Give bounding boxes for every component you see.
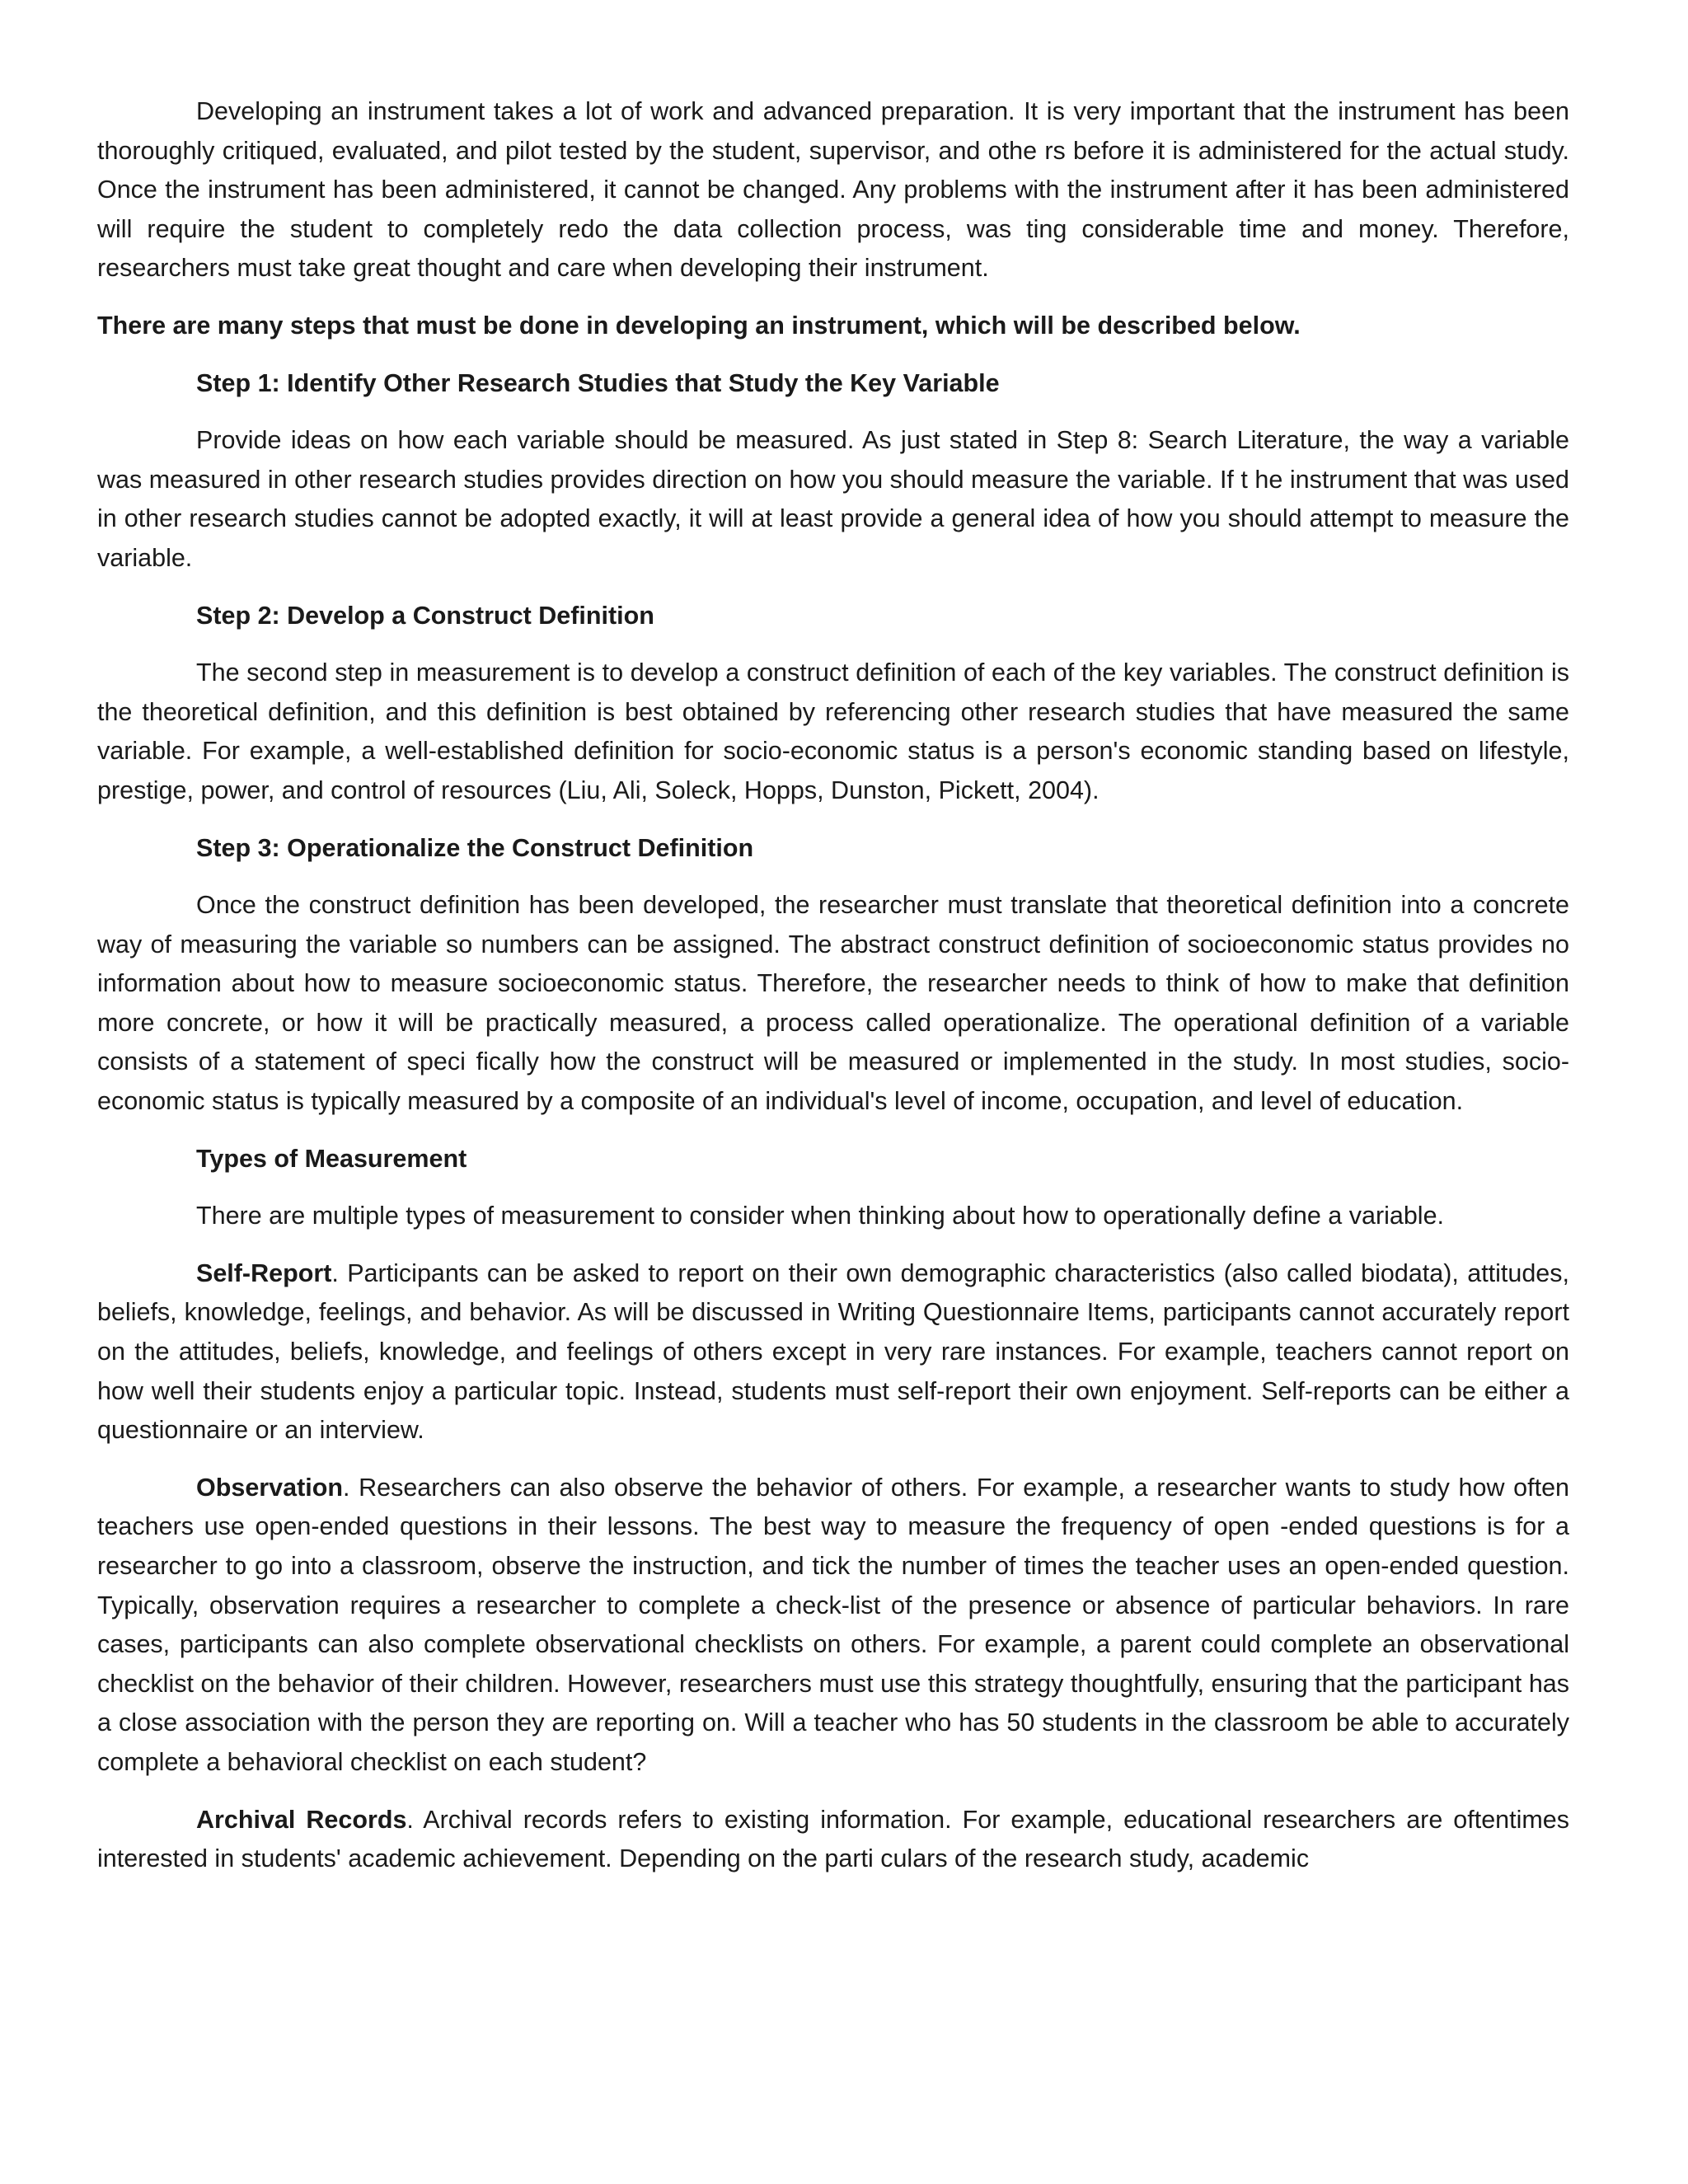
step1-paragraph: Provide ideas on how each variable should be measured. As just stated in Step 8: Search Literature, the way a variable was measured in other research studies provides direction on how you should measure the variable. If t he instrument that was used in other research studies cannot be adopted exactly, it will at least provide a general idea of how you should attempt to measure the variable.	[97, 426, 1569, 572]
steps-lead-sentence: There are many steps that must be done in developing an instrument, which will be described below.	[97, 311, 1301, 340]
self-report-text: . Participants can be asked to report on their own demographic characteristics (also called biodata), attitudes, beliefs, knowledge, feelings, and behavior. As will be discussed in Writing Questionnaire Items, participants cannot accurately report on the attitudes, beliefs, knowledge, and feelings of others except in very rare instances. For example, teachers cannot report on how well their students enjoy a particular topic. Instead, students must self-report their own enjoyment. Self-reports can be either a questionnaire or an interview.	[97, 1258, 1569, 1445]
step3-heading: Step 3: Operationalize the Construct Definition	[196, 833, 754, 862]
types-heading: Types of Measurement	[196, 1144, 467, 1173]
observation-text: . Researchers can also observe the behavior of others. For example, a researcher wants to study how often teachers use open-ended questions in their lessons. The best way to measure the frequency of open -ended questions is for a researcher to go into a classroom, observe the instruction, and tick the number of times the teacher uses an open-ended question. Typically, observation requires a researcher to complete a check-list of the presence or absence of particular behaviors. In rare cases, participants can also complete observational checklists on others. For example, a parent could complete an observational checklist on the behavior of their children. However, researchers must use this strategy thoughtfully, ensuring that the participant has a close association with the person they are reporting on. Will a teacher who has 50 students in the classroom be able to accurately complete a behavioral checklist on each student?	[97, 1473, 1569, 1776]
step2-paragraph: The second step in measurement is to develop a construct definition of each of the key variables. The construct definition is the theoretical definition, and this definition is best obtained by referencing other research studies that have measured the same variable. For example, a well-established definition for socio-economic status is a person's economic standing based on lifestyle, prestige, power, and control of resources (Liu, Ali, Soleck, Hopps, Dunston, Pickett, 2004).	[97, 658, 1569, 804]
self-report-paragraph	[97, 1254, 1569, 1451]
observation-term: Observation	[196, 1473, 343, 1502]
intro-paragraph: Developing an instrument takes a lot of work and advanced preparation. It is very important that the instrument has been thoroughly critiqued, evaluated, and pilot tested by the student, supervisor, and othe rs before it is administered for the actual study. Once the instrument has been administered, it cannot be changed. Any problems with the instrument after it has been administered will require the student to completely redo the data collection process, was ting considerable time and money. Therefore, researchers must take great thought and care when developing their instrument.	[97, 97, 1569, 283]
types-paragraph: There are multiple types of measurement to consider when thinking about how to operationally define a variable.	[196, 1202, 1445, 1230]
archival-records-term: Archival Records	[196, 1805, 407, 1834]
step2-heading: Step 2: Develop a Construct Definition	[196, 601, 654, 630]
observation-paragraph	[97, 1469, 1569, 1783]
document-page	[97, 92, 1569, 1879]
step3-paragraph: Once the construct definition has been developed, the researcher must translate that theoretical definition into a concrete way of measuring the variable so numbers can be assigned. The abstract construct definition of socioeconomic status provides no information about how to measure socioeconomic status. Therefore, the researcher needs to think of how to make that definition more concrete, or how it will be practically measured, a process called operationalize. The operational definition of a variable consists of a statement of speci fically how the construct will be measured or implemented in the study. In most studies, socio-economic status is typically measured by a composite of an individual's level of income, occupation, and level of education.	[97, 891, 1569, 1116]
archival-records-text: . Archival records refers to existing information. For example, educational researchers are oftentimes interested in students' academic achievement. Depending on the parti culars of the research study, academic	[97, 1805, 1569, 1873]
archival-records-paragraph	[97, 1801, 1569, 1879]
step1-heading: Step 1: Identify Other Research Studies that Study the Key Variable	[196, 368, 1000, 397]
self-report-term: Self-Report	[196, 1258, 332, 1287]
